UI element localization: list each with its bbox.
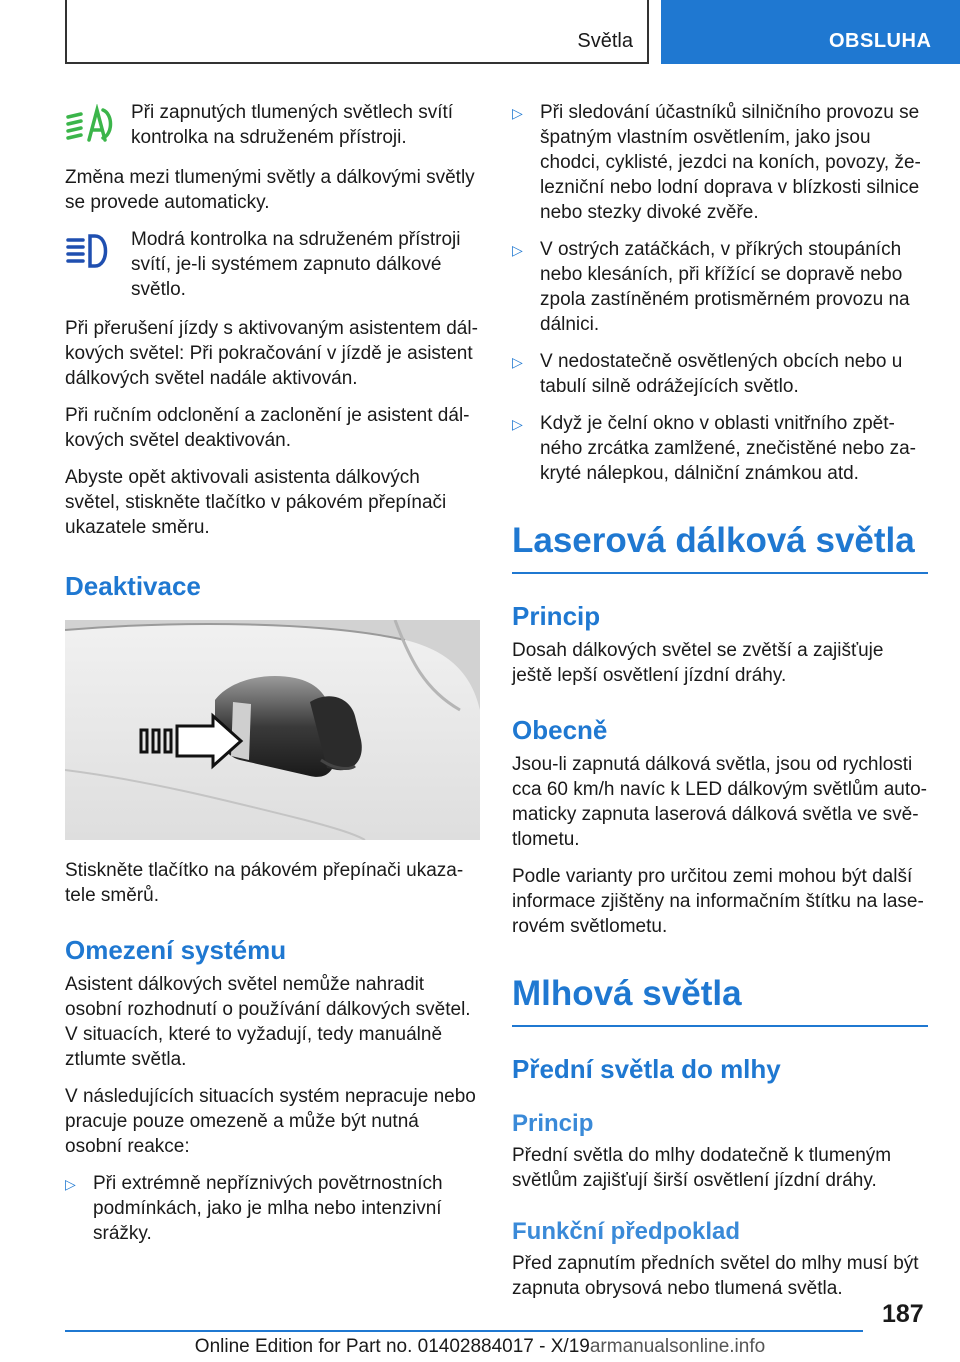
- paragraph: Jsou-li zapnutá dálková světla, jsou od rychlosti cca 60 km/h navíc k LED dálkovým světlům automaticky zapnuta laserová dálková světla ve světlometu.: [512, 754, 927, 850]
- heading-front-fog-lights: Přední světla do mlhy: [512, 1054, 781, 1084]
- high-beam-indicator-icon: [65, 227, 131, 302]
- footer: [0, 1336, 960, 1358]
- paragraph: Dosah dálkových světel se zvětší a zajišťuje ještě lepší osvětlení jízdní dráhy.: [512, 640, 884, 686]
- heading-system-limits: Omezení systému: [65, 935, 287, 965]
- edition-text: Online Edition for Part no. 01402884017 - X/19: [194, 1336, 590, 1357]
- paragraph: Podle varianty pro určitou zemi mohou být další informace zjištěny na informačním štítku na laserovém světlometu.: [512, 866, 924, 937]
- low-beam-auto-indicator-icon: [65, 100, 131, 151]
- paragraph: Před zapnutím předních světel do mlhy musí být zapnuta obrysová nebo tlumená světla.: [512, 1253, 919, 1299]
- section-title: Světla: [577, 30, 633, 52]
- footer-divider: [65, 1330, 863, 1332]
- triangle-bullet-icon: ▷: [512, 242, 523, 258]
- triangle-bullet-icon: ▷: [512, 105, 523, 121]
- list-item-text: V ostrých zatáčkách, v příkrých stoupáních nebo klesáních, při křížící se dopravě nebo zpola zastíněném protisměrném provozu na dálnici.: [540, 239, 910, 335]
- paragraph: Asistent dálkových světel nemůže nahradit osobní rozhodnutí o používání dálkových světel. V situacích, které to vyžadují, tedy manuálně ztlumte světla.: [65, 974, 471, 1070]
- list-item-text: Když je čelní okno v oblasti vnitřního zpětného zrcátka zamlžené, znečistěné nebo zakryté nálepkou, dálniční známkou atd.: [540, 413, 916, 484]
- turn-signal-lever-illustration: [65, 620, 480, 840]
- paragraph: Změna mezi tlumenými světly a dálkovými světly se provede automaticky.: [65, 167, 475, 213]
- list-item: [512, 237, 928, 337]
- heading-principle: Princip: [512, 601, 601, 631]
- paragraph: V následujících situacích systém nepracuje nebo pracuje pouze omezeně a může být nutná osobní reakce:: [65, 1086, 476, 1157]
- list-item-text: V nedostatečně osvětlených obcích nebo u tabulí silně odrážejících světlo.: [540, 351, 903, 397]
- low-beam-indicator-row: [65, 100, 480, 151]
- right-column: [512, 100, 928, 1313]
- heading-functional-requirement: Funkční předpoklad: [512, 1218, 741, 1245]
- heading-general: Obecně: [512, 715, 608, 745]
- triangle-bullet-icon: ▷: [512, 416, 523, 432]
- heading-principle-fog: Princip: [512, 1110, 594, 1137]
- paragraph: Při přerušení jízdy s aktivovaným asistentem dálkových světel: Při pokračování v jízdě je asistent dálkových světel nadále aktivován.: [65, 318, 478, 389]
- watermark-text: armanualsonline.info: [589, 1336, 766, 1357]
- chapter-title: OBSLUHA: [829, 30, 932, 52]
- list-item: [512, 349, 928, 399]
- heading-fog-lights: Mlhová světla: [512, 973, 928, 1027]
- high-beam-indicator-text: Modrá kontrolka na sdruženém přístroji svítí, je-li systémem zapnuto dálkové světlo.: [131, 229, 461, 300]
- list-item: [512, 100, 928, 225]
- paragraph: Abyste opět aktivovali asistenta dálkových světel, stiskněte tlačítko v pákovém přepínači ukazatele směru.: [65, 467, 447, 538]
- list-item: [512, 411, 928, 486]
- image-caption: Stiskněte tlačítko na pákovém přepínači ukazatele směrů.: [65, 860, 464, 906]
- triangle-bullet-icon: ▷: [512, 354, 523, 370]
- high-beam-indicator-row: [65, 227, 480, 302]
- heading-deactivation: Deaktivace: [65, 571, 201, 601]
- triangle-bullet-icon: ▷: [65, 1176, 76, 1192]
- heading-laser-high-beams: Laserová dálková světla: [512, 520, 928, 574]
- low-beam-indicator-text: Při zapnutých tlumených světlech svítí kontrolka na sdruženém přístroji.: [131, 102, 454, 148]
- list-item: [65, 1171, 480, 1246]
- list-item-text: Při sledování účastníků silničního provozu se špatným vlastním osvětlením, jako jsou chodci, cyklisté, jezdci na koních, povozy, železniční nebo lodní doprava v blízkosti silnice nebo stezky divoké zvěře.: [540, 102, 921, 223]
- header-section-box: [65, 0, 649, 64]
- header-chapter-box: [661, 0, 960, 64]
- left-column: [65, 100, 480, 1258]
- page-number: 187: [882, 1300, 924, 1328]
- paragraph: Při ručním odclonění a zaclonění je asistent dálkových světel deaktivován.: [65, 405, 470, 451]
- list-item-text: Při extrémně nepříznivých povětrnostních podmínkách, jako je mlha nebo intenzivní srážky.: [93, 1173, 443, 1244]
- paragraph: Přední světla do mlhy dodatečně k tlumeným světlům zajišťují širší osvětlení jízdní dráhy.: [512, 1145, 892, 1191]
